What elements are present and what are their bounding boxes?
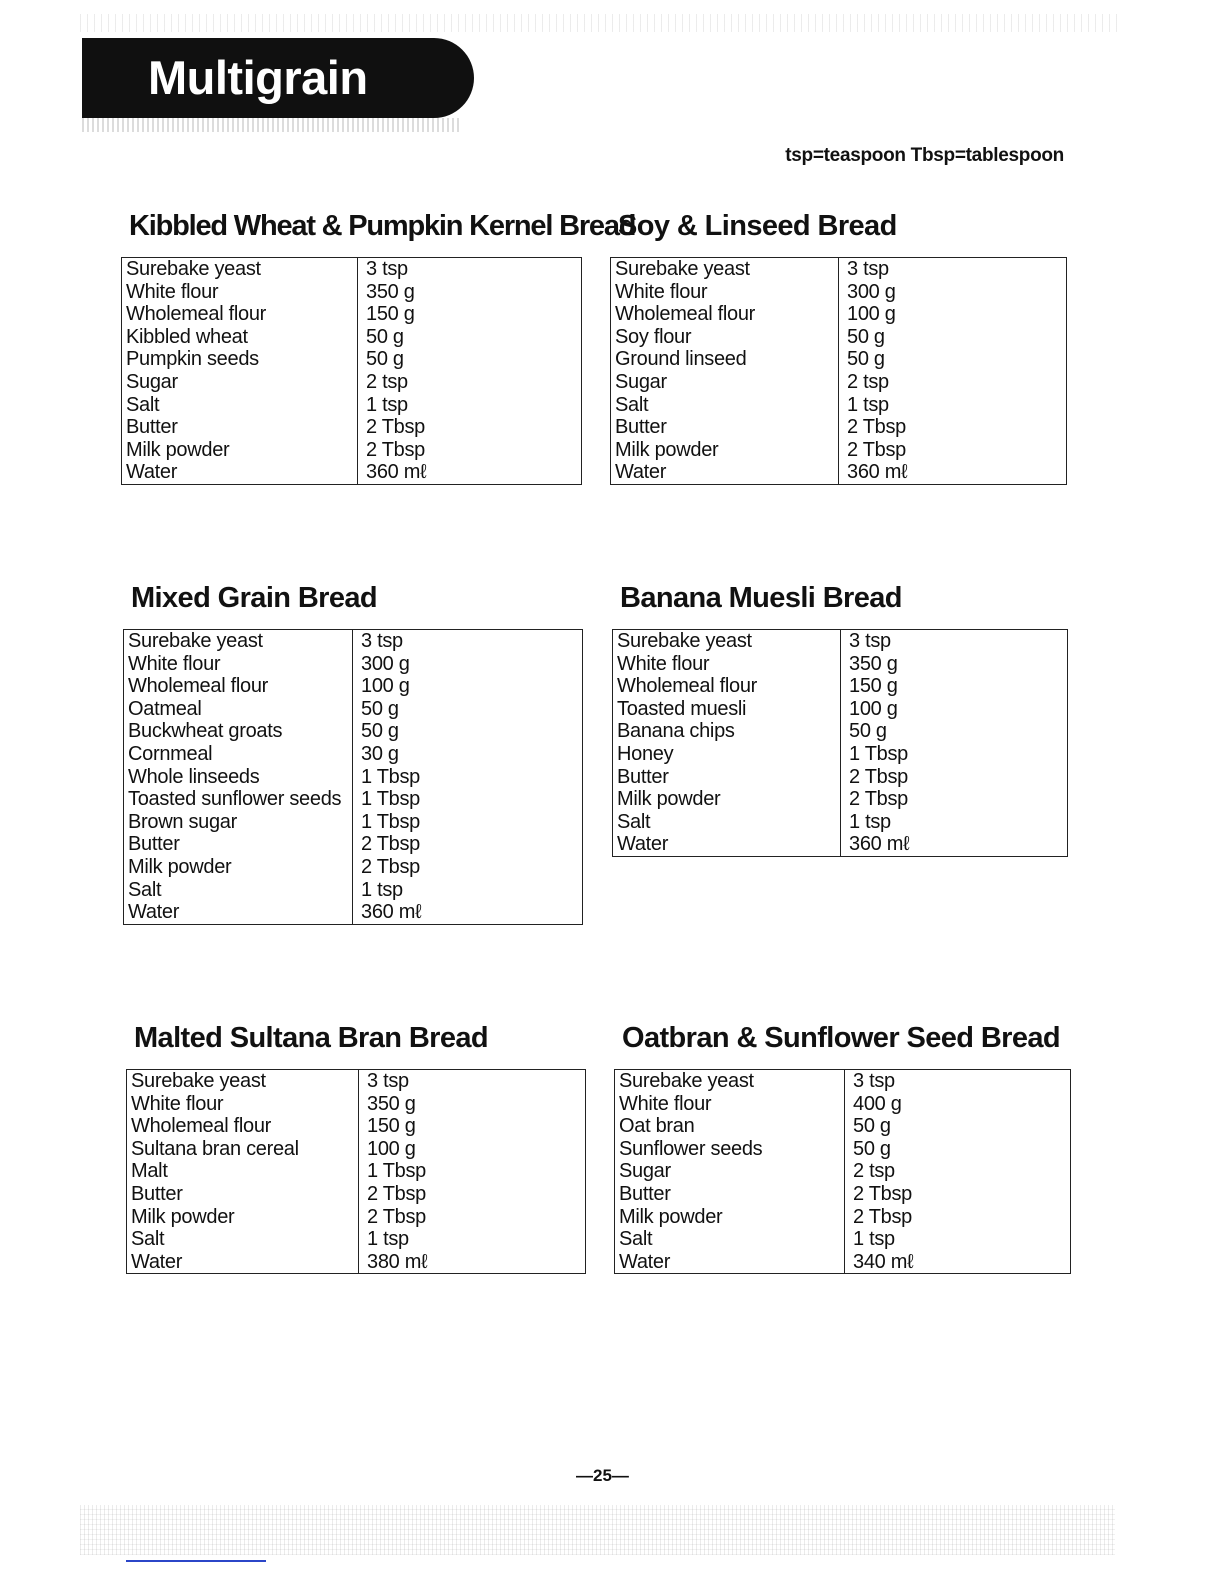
ingredient-amount: 3 tsp: [847, 258, 889, 280]
recipe-mixed-grain: [123, 582, 583, 925]
ingredient-row: [124, 901, 583, 924]
ingredient-amount: 360 mℓ: [361, 901, 422, 924]
ingredient-amount: 50 g: [847, 325, 885, 348]
ingredient-amount: 340 mℓ: [853, 1250, 914, 1273]
ingredient-name: White flour: [611, 281, 839, 304]
recipe-title: Oatbran & Sunflower Seed Bread: [622, 1022, 1061, 1054]
ingredient-name: Water: [122, 461, 358, 484]
ingredient-name: Butter: [122, 416, 358, 439]
ingredient-name: Wholemeal flour: [122, 303, 358, 326]
ingredient-row: [122, 416, 582, 439]
ingredient-row: [124, 698, 583, 721]
ingredient-amount: 1 Tbsp: [361, 788, 420, 811]
ingredient-row: [124, 720, 583, 743]
ingredient-amount: 350 g: [849, 652, 898, 675]
ingredient-row: [611, 326, 1067, 349]
ingredient-name: Oatmeal: [124, 698, 353, 721]
ingredient-row: [613, 653, 1068, 676]
ingredient-table: [614, 1069, 1071, 1274]
ingredient-amount: 1 tsp: [367, 1228, 409, 1251]
ingredient-row: [124, 811, 583, 834]
recipe-title: Soy & Linseed Bread: [618, 210, 897, 242]
ingredient-amount: 100 g: [367, 1137, 416, 1160]
ingredient-amount: 3 tsp: [366, 258, 408, 280]
ingredient-row: [122, 303, 582, 326]
ingredient-name: Soy flour: [611, 326, 839, 349]
ingredient-amount: 2 Tbsp: [367, 1205, 426, 1228]
ingredient-row: [127, 1251, 586, 1274]
ingredient-amount: 360 mℓ: [366, 461, 427, 484]
ingredient-row: [611, 371, 1067, 394]
ingredient-name: Buckwheat groats: [124, 720, 353, 743]
ingredient-name: Butter: [127, 1183, 359, 1206]
ingredient-name: Oat bran: [615, 1115, 845, 1138]
ingredient-name: Wholemeal flour: [611, 303, 839, 326]
ingredient-name: Honey: [613, 743, 841, 766]
ingredient-row: [127, 1183, 586, 1206]
ingredient-row: [615, 1138, 1071, 1161]
ingredient-name: Malt: [127, 1160, 359, 1183]
ingredient-amount: 1 tsp: [366, 393, 408, 416]
ingredient-row: [127, 1115, 586, 1138]
ingredient-name: Surebake yeast: [613, 630, 841, 653]
page-number: —25—: [576, 1466, 629, 1485]
ingredient-amount: 150 g: [366, 303, 415, 326]
ingredient-amount: 50 g: [847, 348, 885, 371]
ingredient-amount: 100 g: [849, 697, 898, 720]
ingredient-amount: 2 Tbsp: [853, 1205, 912, 1228]
ingredient-name: Milk powder: [613, 788, 841, 811]
ingredient-row: [615, 1093, 1071, 1116]
recipe-title: Mixed Grain Bread: [131, 582, 378, 614]
ingredient-name: Surebake yeast: [122, 258, 358, 281]
ingredient-row: [611, 416, 1067, 439]
ingredient-name: Salt: [611, 394, 839, 417]
ingredient-amount: 360 mℓ: [847, 461, 908, 484]
ingredient-row: [127, 1138, 586, 1161]
recipe-malted-sultana-bran: [126, 1022, 586, 1274]
ingredient-row: [615, 1183, 1071, 1206]
ingredient-name: Toasted muesli: [613, 698, 841, 721]
ingredient-name: Whole linseeds: [124, 766, 353, 789]
ingredient-row: [124, 766, 583, 789]
ingredient-amount: 2 Tbsp: [361, 833, 420, 856]
ingredient-name: Toasted sunflower seeds: [124, 788, 353, 811]
ingredient-row: [122, 348, 582, 371]
ingredient-name: Butter: [613, 766, 841, 789]
ingredient-row: [615, 1160, 1071, 1183]
ingredient-row: [124, 743, 583, 766]
ingredient-name: Water: [124, 901, 353, 924]
ingredient-name: White flour: [127, 1093, 359, 1116]
ingredient-amount: 380 mℓ: [367, 1250, 428, 1273]
ingredient-amount: 50 g: [361, 697, 399, 720]
ingredient-table: [612, 629, 1068, 857]
ingredient-amount: 1 Tbsp: [361, 765, 420, 788]
ingredient-amount: 2 Tbsp: [849, 788, 908, 811]
recipe-oatbran-sunflower: [614, 1022, 1071, 1274]
ingredient-row: [124, 879, 583, 902]
ingredient-amount: 1 tsp: [849, 810, 891, 833]
ingredient-name: Surebake yeast: [124, 630, 353, 653]
ingredient-name: Butter: [615, 1183, 845, 1206]
ingredient-amount: 100 g: [361, 675, 410, 698]
ingredient-amount: 2 Tbsp: [849, 765, 908, 788]
ingredient-amount: 1 Tbsp: [367, 1160, 426, 1183]
ingredient-amount: 3 tsp: [367, 1070, 409, 1092]
ingredient-amount: 50 g: [366, 348, 404, 371]
ingredient-name: Surebake yeast: [611, 258, 839, 281]
ingredient-name: Salt: [613, 811, 841, 834]
recipe-soy-linseed: [610, 210, 1067, 485]
ingredient-name: Milk powder: [122, 439, 358, 462]
ingredient-row: [124, 630, 583, 653]
ingredient-amount: 100 g: [847, 303, 896, 326]
ingredient-name: Milk powder: [611, 439, 839, 462]
ingredient-name: Cornmeal: [124, 743, 353, 766]
ingredient-table: [123, 629, 583, 925]
ingredient-name: Kibbled wheat: [122, 326, 358, 349]
ingredient-amount: 3 tsp: [361, 630, 403, 652]
ingredient-amount: 3 tsp: [849, 630, 891, 652]
ingredient-name: Banana chips: [613, 720, 841, 743]
ingredient-amount: 30 g: [361, 742, 399, 765]
ingredient-row: [122, 281, 582, 304]
ingredient-row: [613, 833, 1068, 856]
ingredient-row: [122, 461, 582, 484]
ingredient-amount: 360 mℓ: [849, 833, 910, 856]
ingredient-amount: 50 g: [853, 1115, 891, 1138]
ingredient-name: Wholemeal flour: [127, 1115, 359, 1138]
ingredient-row: [615, 1206, 1071, 1229]
ingredient-row: [122, 258, 582, 281]
ingredient-row: [124, 653, 583, 676]
scan-noise-top: [80, 14, 1120, 32]
ingredient-name: Sugar: [611, 371, 839, 394]
ingredient-amount: 2 tsp: [853, 1160, 895, 1183]
ingredient-name: Pumpkin seeds: [122, 348, 358, 371]
ingredient-name: Salt: [127, 1228, 359, 1251]
ingredient-amount: 2 tsp: [847, 370, 889, 393]
ingredient-amount: 2 Tbsp: [847, 438, 906, 461]
ingredient-row: [611, 281, 1067, 304]
ingredient-row: [613, 811, 1068, 834]
ingredient-name: Water: [613, 833, 841, 856]
ingredient-table: [126, 1069, 586, 1274]
ingredient-amount: 350 g: [366, 280, 415, 303]
ingredient-row: [611, 461, 1067, 484]
ingredient-amount: 1 tsp: [361, 878, 403, 901]
ingredient-name: Sugar: [615, 1160, 845, 1183]
ingredient-amount: 1 Tbsp: [849, 742, 908, 765]
ingredient-row: [615, 1251, 1071, 1274]
ingredient-amount: 50 g: [361, 720, 399, 743]
recipe-title: Kibbled Wheat & Pumpkin Kernel Bread: [129, 210, 636, 242]
ingredient-amount: 150 g: [367, 1115, 416, 1138]
ingredient-row: [611, 394, 1067, 417]
ingredient-row: [127, 1206, 586, 1229]
ingredient-row: [615, 1070, 1071, 1093]
ingredient-row: [122, 439, 582, 462]
ingredient-name: Ground linseed: [611, 348, 839, 371]
ingredient-name: Sugar: [122, 371, 358, 394]
section-banner: [82, 38, 474, 118]
ingredient-name: Surebake yeast: [615, 1070, 845, 1093]
ingredient-row: [127, 1160, 586, 1183]
ingredient-row: [611, 258, 1067, 281]
ingredient-name: Brown sugar: [124, 811, 353, 834]
ingredient-row: [613, 675, 1068, 698]
ingredient-amount: 350 g: [367, 1092, 416, 1115]
recipe-banana-muesli: [612, 582, 1068, 857]
ingredient-name: Water: [611, 461, 839, 484]
ingredient-name: Milk powder: [127, 1206, 359, 1229]
ingredient-row: [127, 1070, 586, 1093]
ingredient-row: [611, 439, 1067, 462]
ingredient-name: White flour: [615, 1093, 845, 1116]
ingredient-name: White flour: [613, 653, 841, 676]
banner-shadow: [82, 118, 462, 132]
ingredient-name: Salt: [122, 394, 358, 417]
ingredient-row: [613, 766, 1068, 789]
recipe-title: Malted Sultana Bran Bread: [134, 1022, 489, 1054]
scan-noise-bottom: [80, 1505, 1115, 1555]
ingredient-name: Salt: [615, 1228, 845, 1251]
ingredient-name: Salt: [124, 879, 353, 902]
ingredient-name: Butter: [124, 833, 353, 856]
abbreviation-legend: tsp=teaspoon Tbsp=tablespoon: [785, 145, 1064, 166]
ingredient-table: [610, 257, 1067, 485]
ingredient-amount: 400 g: [853, 1092, 902, 1115]
bottom-rule: [126, 1560, 266, 1562]
ingredient-amount: 1 Tbsp: [361, 810, 420, 833]
ingredient-amount: 2 Tbsp: [366, 438, 425, 461]
ingredient-amount: 1 tsp: [853, 1228, 895, 1251]
ingredient-row: [613, 720, 1068, 743]
ingredient-row: [613, 743, 1068, 766]
ingredient-amount: 150 g: [849, 675, 898, 698]
ingredient-row: [124, 833, 583, 856]
ingredient-amount: 50 g: [853, 1137, 891, 1160]
ingredient-name: Sultana bran cereal: [127, 1138, 359, 1161]
ingredient-name: Water: [615, 1251, 845, 1274]
ingredient-name: Wholemeal flour: [613, 675, 841, 698]
recipe-title: Banana Muesli Bread: [620, 582, 902, 614]
ingredient-row: [122, 326, 582, 349]
ingredient-amount: 300 g: [361, 652, 410, 675]
ingredient-row: [613, 788, 1068, 811]
ingredient-amount: 1 tsp: [847, 393, 889, 416]
ingredient-name: Surebake yeast: [127, 1070, 359, 1093]
ingredient-amount: 2 Tbsp: [853, 1182, 912, 1205]
ingredient-row: [615, 1228, 1071, 1251]
ingredient-amount: 2 Tbsp: [361, 855, 420, 878]
ingredient-row: [613, 698, 1068, 721]
ingredient-row: [122, 371, 582, 394]
ingredient-name: Milk powder: [124, 856, 353, 879]
ingredient-table: [121, 257, 582, 485]
ingredient-amount: 50 g: [849, 720, 887, 743]
ingredient-row: [127, 1228, 586, 1251]
ingredient-row: [124, 856, 583, 879]
ingredient-amount: 2 tsp: [366, 370, 408, 393]
ingredient-row: [611, 303, 1067, 326]
ingredient-row: [124, 675, 583, 698]
ingredient-row: [611, 348, 1067, 371]
ingredient-amount: 3 tsp: [853, 1070, 895, 1092]
ingredient-name: Sunflower seeds: [615, 1138, 845, 1161]
ingredient-name: White flour: [124, 653, 353, 676]
section-title: Multigrain: [148, 51, 368, 104]
ingredient-row: [127, 1093, 586, 1116]
ingredient-row: [613, 630, 1068, 653]
ingredient-name: Wholemeal flour: [124, 675, 353, 698]
ingredient-name: White flour: [122, 281, 358, 304]
ingredient-amount: 2 Tbsp: [366, 416, 425, 439]
ingredient-row: [124, 788, 583, 811]
ingredient-name: Milk powder: [615, 1206, 845, 1229]
ingredient-amount: 300 g: [847, 280, 896, 303]
ingredient-amount: 50 g: [366, 325, 404, 348]
ingredient-row: [615, 1115, 1071, 1138]
recipe-kibbled-wheat-pumpkin: [121, 210, 635, 485]
ingredient-name: Water: [127, 1251, 359, 1274]
ingredient-amount: 2 Tbsp: [367, 1182, 426, 1205]
ingredient-amount: 2 Tbsp: [847, 416, 906, 439]
ingredient-name: Butter: [611, 416, 839, 439]
ingredient-row: [122, 394, 582, 417]
